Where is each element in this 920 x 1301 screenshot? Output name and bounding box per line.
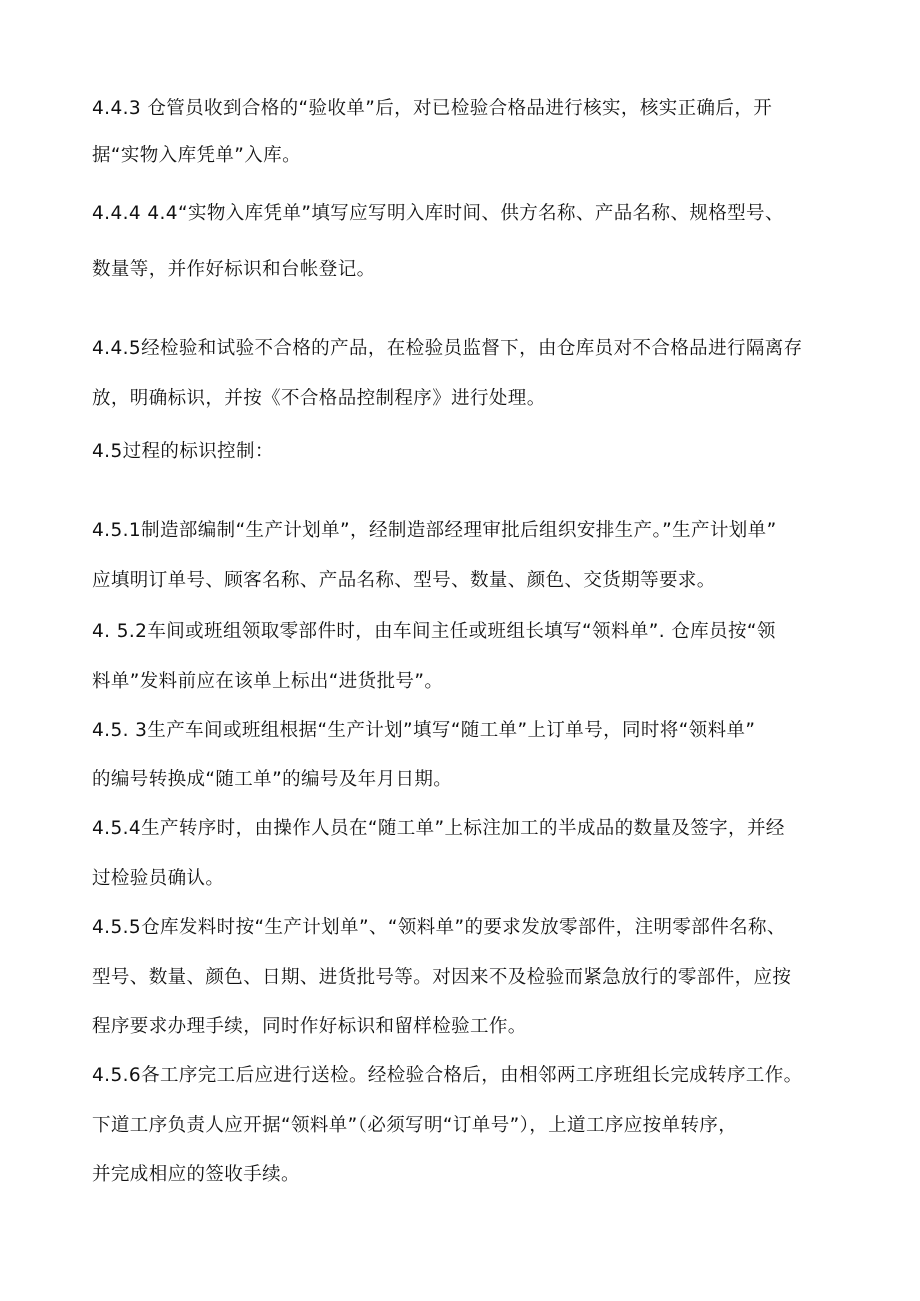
text-line: 4. 5.2车间或班组领取零部件时，由车间主任或班组长填写“领料单”. 仓库员按“领 <box>92 621 776 642</box>
text-line: 型号、数量、颜色、日期、进货批号等。对因来不及检验而紧急放行的零部件，应按 <box>92 967 792 988</box>
text-line: 数量等，并作好标识和台帐登记。 <box>92 259 376 280</box>
text-line: 4.5.5仓库发料时按“生产计划单”、“领料单”的要求发放零部件，注明零部件名称、 <box>92 917 786 938</box>
text-line: 下道工序负责人应开据“领料单”（必须写明“订单号”），上道工序应按单转序， <box>92 1115 738 1136</box>
text-line: 的编号转换成“随工单”的编号及年月日期。 <box>92 769 453 790</box>
text-line: 并完成相应的签收手续。 <box>92 1164 300 1185</box>
text-line: 4.4.3 仓管员收到合格的“验收单”后，对已检验合格品进行核实，核实正确后，开 <box>92 98 773 119</box>
text-line: 据“实物入库凭单”入库。 <box>92 145 301 166</box>
text-line: 4.4.5经检验和试验不合格的产品，在检验员监督下，由仓库员对不合格品进行隔离存 <box>92 338 803 359</box>
text-line: 4.5.1制造部编制“生产计划单”，经制造部经理审批后组织安排生产。”生产计划单” <box>92 520 777 541</box>
text-line: 4.5. 3生产车间或班组根据“生产计划”填写“随工单”上订单号，同时将“领料单” <box>92 720 756 741</box>
text-line: 程序要求办理手续，同时作好标识和留样检验工作。 <box>92 1016 527 1037</box>
text-line: 应填明订单号、顾客名称、产品名称、型号、数量、颜色、交货期等要求。 <box>92 570 716 591</box>
text-line: 4.5过程的标识控制： <box>92 441 274 462</box>
text-line: 料单”发料前应在该单上标出“进货批号”。 <box>92 671 444 692</box>
text-line: 4.5.4生产转序时，由操作人员在“随工单”上标注加工的半成品的数量及签字，并经 <box>92 818 785 839</box>
text-line: 过检验员确认。 <box>92 868 225 889</box>
text-line: 放，明确标识，并按《不合格品控制程序》进行处理。 <box>92 388 546 409</box>
text-line: 4.4.4 4.4“实物入库凭单”填写应写明入库时间、供方名称、产品名称、规格型号、 <box>92 203 784 224</box>
text-line: 4.5.6各工序完工后应进行送检。经检验合格后，由相邻两工序班组长完成转序工作。 <box>92 1065 803 1086</box>
